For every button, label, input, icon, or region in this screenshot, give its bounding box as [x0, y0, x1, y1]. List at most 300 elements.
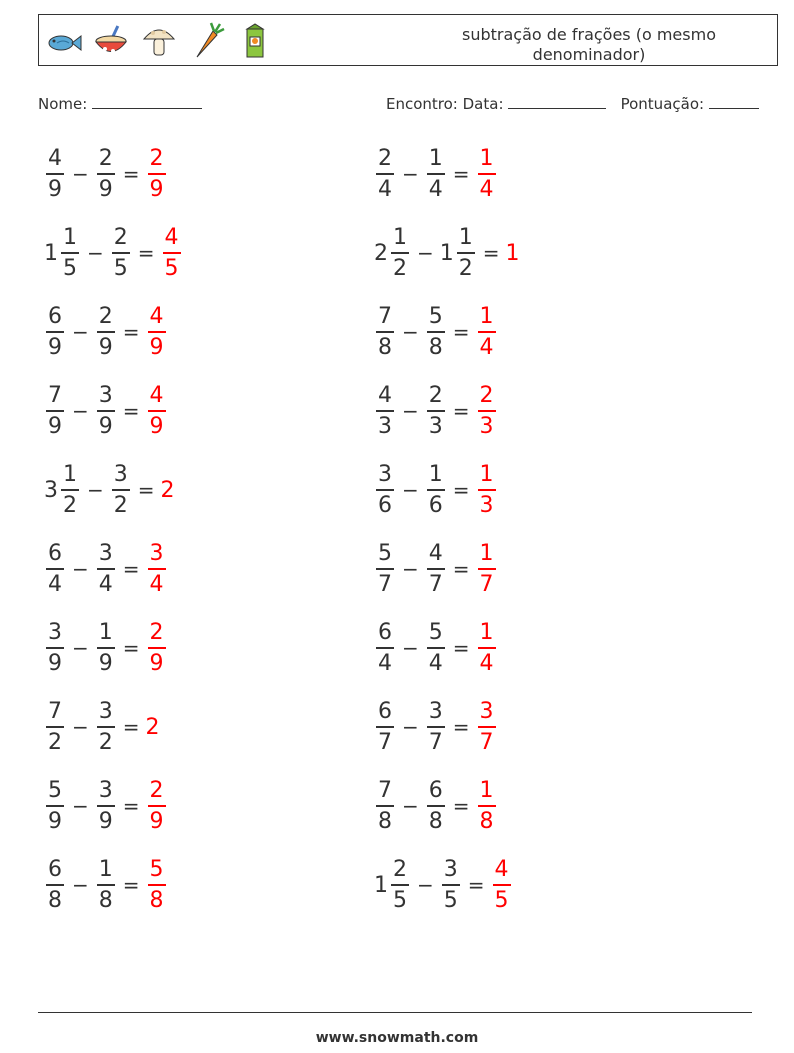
- answer-numerator: 1: [479, 541, 494, 567]
- minus-sign: −: [72, 162, 89, 186]
- answer-fraction-bar: [478, 568, 496, 570]
- score-label: Pontuação:: [620, 95, 705, 113]
- minuend-denominator: 9: [48, 650, 62, 676]
- answer-fraction: [163, 224, 181, 282]
- subtrahend-numerator: 3: [98, 541, 113, 567]
- equals-sign: =: [122, 399, 140, 423]
- subtrahend-numerator: 1: [458, 225, 473, 251]
- answer-term: [476, 777, 498, 835]
- minus-sign: −: [72, 399, 89, 423]
- answer: [146, 777, 168, 835]
- subtrahend-numerator: 6: [428, 778, 443, 804]
- answer-denominator: 3: [479, 413, 494, 439]
- answer-term: [476, 382, 498, 440]
- equals-sign: =: [452, 557, 470, 581]
- problem-item: [44, 376, 168, 446]
- minuend-fraction: [46, 303, 64, 361]
- subtrahend-whole: 1: [439, 240, 454, 266]
- minuend-denominator: 3: [378, 413, 392, 439]
- answer-denominator: 4: [479, 176, 494, 202]
- answer-whole: 1: [505, 240, 520, 266]
- answer: [476, 619, 498, 677]
- answer: [476, 698, 498, 756]
- subtrahend-term: [425, 145, 447, 203]
- minus-sign: −: [402, 320, 419, 344]
- problem-item: [44, 218, 183, 288]
- subtrahend-numerator: 5: [428, 620, 443, 646]
- minuend-denominator: 4: [378, 176, 392, 202]
- minuend-denominator: 7: [378, 571, 392, 597]
- subtrahend-fraction: [97, 698, 115, 756]
- answer: [146, 382, 168, 440]
- minuend-numerator: 4: [378, 383, 392, 409]
- subtrahend-fraction-bar: [427, 568, 445, 570]
- equals-sign: =: [452, 478, 470, 502]
- minuend-denominator: 5: [63, 255, 77, 281]
- problem-item: [44, 455, 176, 525]
- subtrahend-denominator: 8: [428, 334, 443, 360]
- minus-sign: −: [402, 399, 419, 423]
- answer-fraction-bar: [148, 410, 166, 412]
- minuend-fraction-bar: [376, 410, 394, 412]
- equals-sign: =: [452, 399, 470, 423]
- problem-item: [374, 376, 498, 446]
- minuend-fraction-bar: [61, 252, 79, 254]
- answer-term: [146, 715, 161, 740]
- subtrahend-numerator: 3: [428, 699, 443, 725]
- subtrahend-term: [425, 619, 447, 677]
- minus-sign: −: [402, 557, 419, 581]
- answer-numerator: 4: [149, 383, 164, 409]
- subtrahend-numerator: 3: [113, 462, 128, 488]
- minuend-denominator: 4: [378, 650, 392, 676]
- answer-fraction-bar: [478, 489, 496, 491]
- minus-sign: −: [402, 478, 419, 502]
- minuend-denominator: 2: [63, 492, 77, 518]
- answer-numerator: 2: [149, 778, 164, 804]
- date-blank[interactable]: [508, 94, 606, 109]
- answer-denominator: 4: [479, 334, 494, 360]
- answer: [476, 540, 498, 598]
- minuend-whole: 3: [44, 477, 58, 503]
- answer-fraction: [478, 698, 496, 756]
- subtrahend-term: [440, 856, 462, 914]
- subtrahend-term: [425, 303, 447, 361]
- answer-denominator: 8: [479, 808, 494, 834]
- answer-fraction: [148, 145, 166, 203]
- minuend-fraction: [46, 540, 64, 598]
- minuend-term: [374, 540, 396, 598]
- subtrahend-fraction: [112, 224, 130, 282]
- minuend-fraction-bar: [376, 805, 394, 807]
- subtrahend-numerator: 1: [98, 620, 113, 646]
- minuend-fraction: [46, 382, 64, 440]
- minuend-numerator: 7: [378, 778, 392, 804]
- subtrahend-numerator: 2: [98, 304, 113, 330]
- answer-term: [476, 540, 498, 598]
- minuend-numerator: 3: [48, 620, 62, 646]
- minuend-denominator: 8: [48, 887, 62, 913]
- minuend-term: [44, 224, 81, 282]
- minus-sign: −: [72, 715, 89, 739]
- answer: [476, 461, 498, 519]
- answer: [146, 856, 168, 914]
- minus-sign: −: [72, 873, 89, 897]
- minuend-fraction-bar: [46, 647, 64, 649]
- minuend-numerator: 6: [48, 304, 62, 330]
- answer-fraction-bar: [478, 726, 496, 728]
- answer: [146, 619, 168, 677]
- answer-denominator: 5: [494, 887, 509, 913]
- answer-denominator: 4: [479, 650, 494, 676]
- answer-whole: 2: [160, 477, 175, 503]
- subtrahend-term: [425, 777, 447, 835]
- subtrahend-fraction-bar: [427, 647, 445, 649]
- minuend-fraction-bar: [46, 410, 64, 412]
- subtrahend-numerator: 1: [98, 857, 113, 883]
- minuend-fraction-bar: [46, 726, 64, 728]
- minuend-numerator: 2: [378, 146, 392, 172]
- minuend-term: [44, 382, 66, 440]
- answer-term: [146, 856, 168, 914]
- minuend-fraction: [46, 856, 64, 914]
- minuend-term: [374, 461, 396, 519]
- minuend-denominator: 8: [378, 334, 392, 360]
- minuend-fraction: [46, 145, 64, 203]
- answer-fraction-bar: [148, 568, 166, 570]
- subtrahend-denominator: 4: [428, 650, 443, 676]
- subtrahend-fraction-bar: [97, 647, 115, 649]
- answer-denominator: 5: [164, 255, 179, 281]
- subtrahend-numerator: 3: [98, 699, 113, 725]
- equals-sign: =: [452, 794, 470, 818]
- subtrahend-fraction: [97, 382, 115, 440]
- answer: [506, 241, 521, 266]
- subtrahend-fraction-bar: [97, 884, 115, 886]
- answer-fraction-bar: [478, 410, 496, 412]
- subtrahend-denominator: 8: [428, 808, 443, 834]
- subtrahend-denominator: 7: [428, 729, 443, 755]
- minuend-numerator: 6: [48, 857, 62, 883]
- subtrahend-fraction-bar: [457, 252, 475, 254]
- equals-sign: =: [467, 873, 485, 897]
- subtrahend-denominator: 2: [458, 255, 473, 281]
- subtrahend-fraction: [427, 382, 445, 440]
- minuend-denominator: 9: [48, 334, 62, 360]
- subtrahend-numerator: 2: [98, 146, 113, 172]
- subtrahend-fraction: [427, 777, 445, 835]
- minuend-denominator: 6: [378, 492, 392, 518]
- subtrahend-numerator: 1: [428, 462, 443, 488]
- subtrahend-fraction: [427, 698, 445, 756]
- subtrahend-fraction-bar: [427, 805, 445, 807]
- subtrahend-denominator: 2: [98, 729, 113, 755]
- subtrahend-denominator: 4: [98, 571, 113, 597]
- answer-fraction: [148, 382, 166, 440]
- subtrahend-fraction: [97, 145, 115, 203]
- minuend-denominator: 9: [48, 413, 62, 439]
- minus-sign: −: [402, 636, 419, 660]
- minuend-fraction: [391, 856, 409, 914]
- subtrahend-term: [425, 382, 447, 440]
- minuend-numerator: 6: [48, 541, 62, 567]
- answer-term: [491, 856, 513, 914]
- answer-fraction: [478, 382, 496, 440]
- answer-denominator: 8: [149, 887, 164, 913]
- subtrahend-fraction: [112, 461, 130, 519]
- mushroom-icon: [139, 21, 179, 61]
- subtrahend-term: [95, 619, 117, 677]
- subtrahend-term: [95, 303, 117, 361]
- subtrahend-numerator: 4: [428, 541, 443, 567]
- minuend-fraction-bar: [376, 726, 394, 728]
- worksheet-header: [38, 14, 778, 66]
- answer-fraction-bar: [148, 173, 166, 175]
- problem-item: [374, 771, 498, 841]
- minuend-term: [374, 777, 396, 835]
- minuend-whole: 1: [44, 240, 58, 266]
- answer-numerator: 3: [479, 699, 494, 725]
- answer-numerator: 2: [479, 383, 494, 409]
- answer: [491, 856, 513, 914]
- name-field: [38, 94, 202, 113]
- subtrahend-fraction-bar: [112, 252, 130, 254]
- subtrahend-fraction-bar: [97, 805, 115, 807]
- problem-item: [44, 850, 168, 920]
- subtrahend-fraction-bar: [427, 331, 445, 333]
- subtrahend-fraction: [97, 619, 115, 677]
- equals-sign: =: [122, 715, 140, 739]
- footer-site: www.snowmath.com: [315, 1030, 479, 1046]
- answer-fraction-bar: [478, 173, 496, 175]
- problem-item: [374, 613, 498, 683]
- bowl-icon: [91, 21, 131, 61]
- header-icons: [43, 21, 275, 61]
- minuend-fraction: [376, 540, 394, 598]
- answer-fraction: [493, 856, 511, 914]
- answer-numerator: 3: [149, 541, 164, 567]
- minuend-term: [374, 224, 411, 282]
- minuend-fraction: [376, 777, 394, 835]
- minuend-fraction-bar: [391, 884, 409, 886]
- answer-numerator: 2: [149, 146, 164, 172]
- answer: [146, 540, 168, 598]
- subtrahend-term: [95, 856, 117, 914]
- minuend-fraction: [61, 461, 79, 519]
- minus-sign: −: [72, 320, 89, 344]
- subtrahend-term: [95, 698, 117, 756]
- subtrahend-fraction: [97, 777, 115, 835]
- minuend-term: [44, 461, 81, 519]
- subtrahend-fraction-bar: [427, 726, 445, 728]
- page-title: subtração de frações (o mesmo denominador): [462, 25, 716, 64]
- score-blank[interactable]: [709, 94, 759, 109]
- subtrahend-denominator: 9: [98, 176, 113, 202]
- problem-item: [374, 218, 521, 288]
- answer-fraction: [148, 777, 166, 835]
- answer: [476, 382, 498, 440]
- minuend-fraction: [376, 698, 394, 756]
- answer-fraction: [478, 145, 496, 203]
- subtrahend-denominator: 6: [428, 492, 443, 518]
- answer: [161, 224, 183, 282]
- subtrahend-numerator: 2: [428, 383, 443, 409]
- minuend-numerator: 5: [48, 778, 62, 804]
- carrot-icon: [187, 21, 227, 61]
- minuend-numerator: 1: [63, 462, 77, 488]
- date-field: [386, 94, 759, 113]
- problem-item: [374, 297, 498, 367]
- answer-term: [506, 241, 521, 266]
- answer-denominator: 7: [479, 729, 494, 755]
- answer-term: [146, 303, 168, 361]
- name-blank[interactable]: [92, 94, 202, 109]
- answer-term: [476, 303, 498, 361]
- minuend-fraction-bar: [46, 884, 64, 886]
- answer-fraction: [478, 777, 496, 835]
- answer: [161, 478, 176, 503]
- answer-fraction-bar: [148, 331, 166, 333]
- subtrahend-numerator: 3: [443, 857, 458, 883]
- subtrahend-term: [110, 224, 132, 282]
- subtrahend-fraction: [427, 461, 445, 519]
- minuend-fraction-bar: [391, 252, 409, 254]
- problem-item: [44, 771, 168, 841]
- answer-numerator: 1: [479, 620, 494, 646]
- minuend-numerator: 5: [378, 541, 392, 567]
- subtrahend-denominator: 9: [98, 808, 113, 834]
- subtrahend-term: [425, 461, 447, 519]
- minuend-numerator: 3: [378, 462, 392, 488]
- minuend-denominator: 2: [393, 255, 407, 281]
- subtrahend-fraction-bar: [97, 726, 115, 728]
- minuend-whole: 1: [374, 872, 388, 898]
- answer-denominator: 7: [479, 571, 494, 597]
- subtrahend-fraction: [97, 303, 115, 361]
- answer-fraction-bar: [148, 884, 166, 886]
- minuend-denominator: 2: [48, 729, 62, 755]
- answer: [476, 303, 498, 361]
- subtrahend-fraction: [97, 856, 115, 914]
- minuend-fraction-bar: [61, 489, 79, 491]
- answer-denominator: 3: [479, 492, 494, 518]
- answer-numerator: 1: [479, 462, 494, 488]
- minuend-term: [374, 382, 396, 440]
- answer-fraction: [478, 461, 496, 519]
- subtrahend-denominator: 5: [113, 255, 128, 281]
- answer: [146, 303, 168, 361]
- answer: [146, 715, 161, 740]
- subtrahend-denominator: 5: [443, 887, 458, 913]
- problem-item: [44, 297, 168, 367]
- subtrahend-term: [440, 224, 477, 282]
- footer-divider: [38, 1012, 752, 1013]
- answer-numerator: 5: [149, 857, 164, 883]
- equals-sign: =: [452, 320, 470, 344]
- minuend-term: [44, 619, 66, 677]
- encounter-date-label: Encontro: Data:: [386, 95, 504, 113]
- minuend-term: [44, 777, 66, 835]
- equals-sign: =: [137, 241, 155, 265]
- answer-fraction: [478, 303, 496, 361]
- subtrahend-denominator: 9: [98, 650, 113, 676]
- answer-fraction-bar: [478, 331, 496, 333]
- subtrahend-denominator: 8: [98, 887, 113, 913]
- answer-term: [161, 478, 176, 503]
- minuend-fraction-bar: [376, 647, 394, 649]
- minuend-denominator: 9: [48, 176, 62, 202]
- equals-sign: =: [122, 557, 140, 581]
- minus-sign: −: [417, 241, 434, 265]
- equals-sign: =: [482, 241, 500, 265]
- answer-denominator: 9: [149, 413, 164, 439]
- subtrahend-term: [95, 777, 117, 835]
- minus-sign: −: [87, 241, 104, 265]
- minuend-fraction: [61, 224, 79, 282]
- answer-fraction-bar: [148, 647, 166, 649]
- problem-item: [44, 534, 168, 604]
- answer-fraction: [478, 540, 496, 598]
- answer-fraction-bar: [478, 647, 496, 649]
- minus-sign: −: [402, 794, 419, 818]
- subtrahend-fraction: [427, 303, 445, 361]
- minus-sign: −: [417, 873, 434, 897]
- answer: [476, 145, 498, 203]
- answer-fraction: [148, 619, 166, 677]
- minuend-denominator: 4: [48, 571, 62, 597]
- minuend-fraction: [376, 303, 394, 361]
- minuend-fraction: [376, 461, 394, 519]
- subtrahend-fraction: [427, 540, 445, 598]
- answer-fraction-bar: [163, 252, 181, 254]
- answer-denominator: 4: [149, 571, 164, 597]
- minuend-numerator: 7: [378, 304, 392, 330]
- answer-fraction: [148, 303, 166, 361]
- subtrahend-fraction: [427, 619, 445, 677]
- answer-term: [476, 145, 498, 203]
- minus-sign: −: [402, 715, 419, 739]
- answer-denominator: 9: [149, 808, 164, 834]
- minuend-fraction: [376, 619, 394, 677]
- subtrahend-fraction: [427, 145, 445, 203]
- answer-numerator: 1: [479, 146, 494, 172]
- answer-numerator: 1: [479, 778, 494, 804]
- problem-item: [44, 139, 168, 209]
- equals-sign: =: [452, 636, 470, 660]
- minus-sign: −: [72, 794, 89, 818]
- subtrahend-fraction-bar: [97, 173, 115, 175]
- subtrahend-numerator: 2: [113, 225, 128, 251]
- subtrahend-fraction-bar: [442, 884, 460, 886]
- minuend-fraction: [391, 224, 409, 282]
- minuend-fraction-bar: [46, 805, 64, 807]
- answer-term: [476, 698, 498, 756]
- subtrahend-fraction-bar: [112, 489, 130, 491]
- answer: [476, 777, 498, 835]
- minuend-numerator: 7: [48, 699, 62, 725]
- minuend-term: [44, 145, 66, 203]
- equals-sign: =: [452, 162, 470, 186]
- equals-sign: =: [452, 715, 470, 739]
- answer-whole: 2: [145, 714, 160, 740]
- answer: [146, 145, 168, 203]
- subtrahend-term: [95, 540, 117, 598]
- equals-sign: =: [122, 636, 140, 660]
- answer-numerator: 4: [164, 225, 179, 251]
- answer-term: [146, 382, 168, 440]
- minuend-term: [44, 856, 66, 914]
- minuend-fraction-bar: [46, 331, 64, 333]
